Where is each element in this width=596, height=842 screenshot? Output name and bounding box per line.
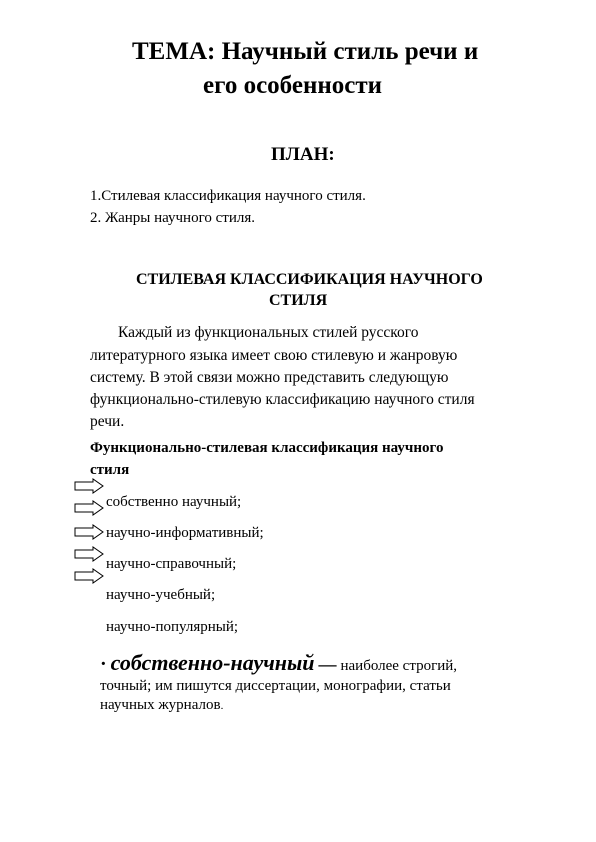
- right-arrow-icon: [74, 546, 104, 562]
- definition-line-3: [100, 697, 223, 714]
- list-item: научно-информативный;: [106, 525, 264, 541]
- classification-heading-line2: стиля: [90, 462, 130, 478]
- definition-line-3-end: .: [220, 700, 224, 712]
- definition-dash: —: [318, 654, 337, 674]
- list-item: научно-справочный;: [106, 556, 237, 572]
- classification-heading-line1: Функционально-стилевая классификация научного: [90, 440, 444, 456]
- list-item: научно-учебный;: [106, 587, 216, 603]
- definition-line-3-text: научных журналов: [100, 697, 221, 713]
- paragraph-line-1: Каждый из функциональных стилей русского: [118, 324, 419, 341]
- bullet: ·: [100, 653, 107, 675]
- paragraph-line-3: систему. В этой связи можно представить следующую: [90, 369, 449, 386]
- section-heading-line1: СТИЛЕВАЯ КЛАССИФИКАЦИЯ НАУЧНОГО: [136, 271, 483, 288]
- definition-line-1: [100, 650, 457, 676]
- list-item: собственно научный;: [106, 494, 242, 510]
- list-item: научно-популярный;: [106, 619, 239, 635]
- right-arrow-icon: [74, 478, 104, 494]
- plan-item-1: 1.Стилевая классификация научного стиля.: [90, 188, 366, 204]
- right-arrow-icon: [74, 568, 104, 584]
- paragraph-line-2: литературного языка имеет свою стилевую и жанровую: [90, 347, 458, 364]
- paragraph-line-4: функционально-стилевую классификацию научного стиля: [90, 391, 475, 408]
- right-arrow-icon: [74, 500, 104, 516]
- definition-term: собственно-научный: [110, 650, 315, 675]
- right-arrow-icon: [74, 524, 104, 540]
- plan-heading: ПЛАН:: [271, 144, 335, 165]
- page-title-line2: его особенности: [203, 72, 383, 99]
- definition-text-tail: наиболее строгий,: [340, 658, 458, 674]
- paragraph-line-5: речи.: [90, 413, 125, 430]
- definition-line-2: точный; им пишутся диссертации, монографии, статьи: [100, 678, 451, 694]
- plan-item-2: 2. Жанры научного стиля.: [90, 210, 255, 226]
- page-title-line1: ТЕМА: Научный стиль речи и: [132, 38, 479, 65]
- section-heading-line2: СТИЛЯ: [269, 292, 328, 309]
